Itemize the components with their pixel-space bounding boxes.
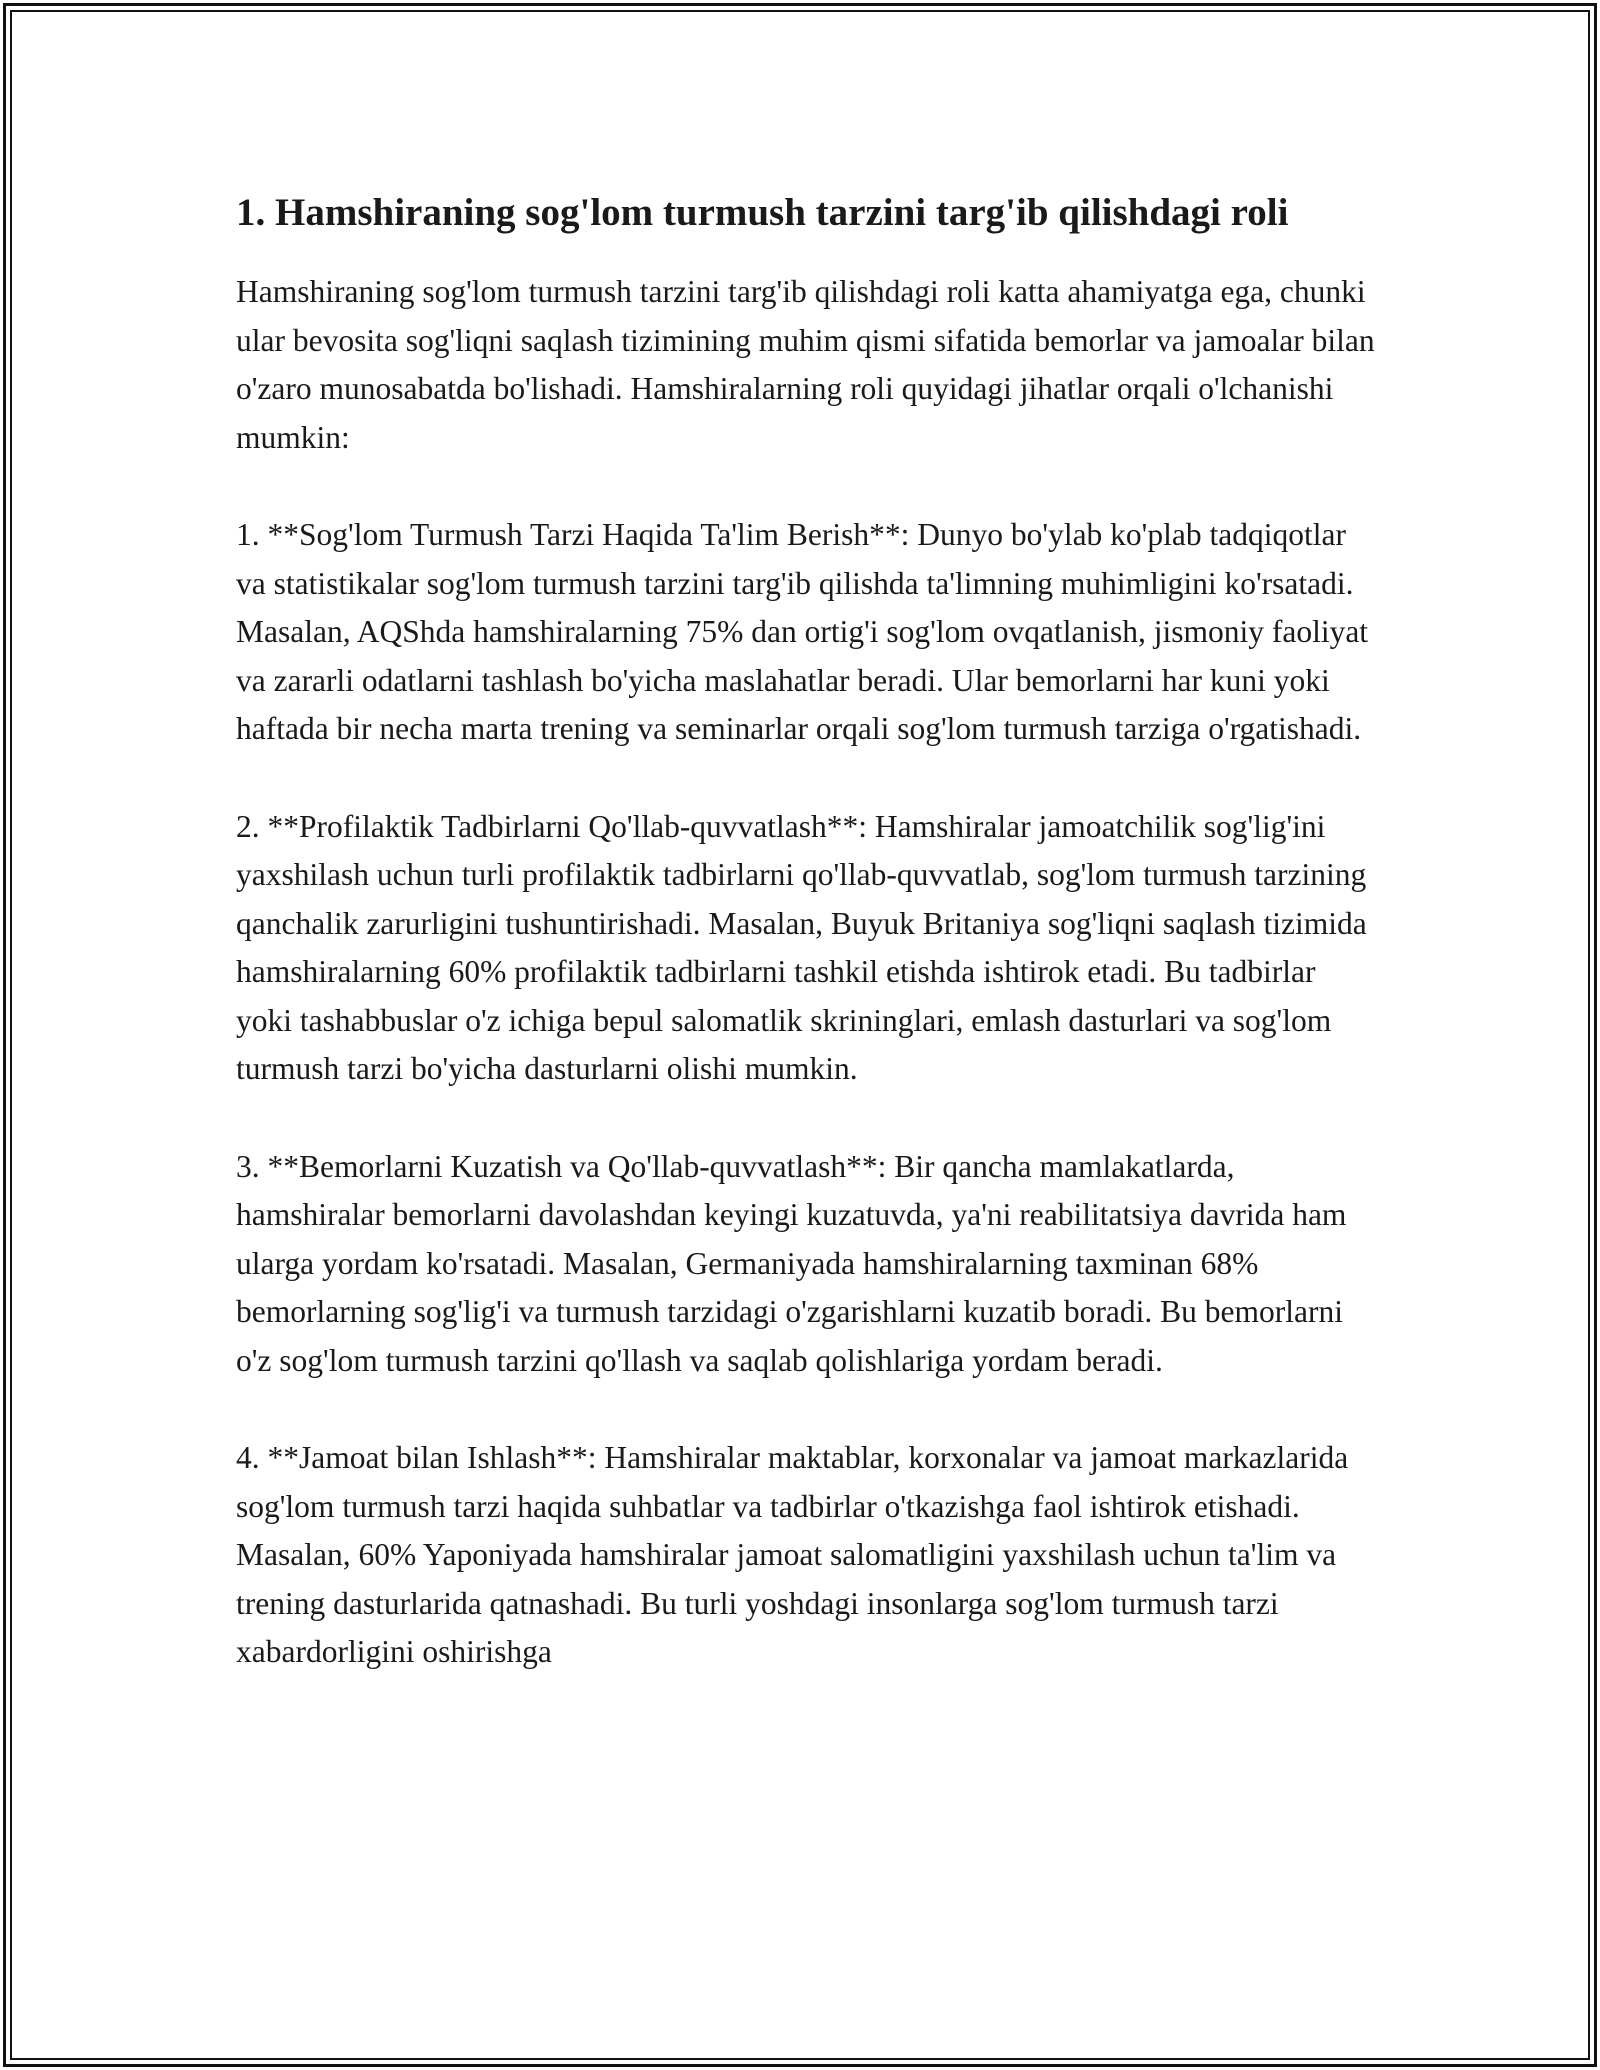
paragraph-education: 1. **Sog'lom Turmush Tarzi Haqida Ta'lim Berish**: Dunyo bo'ylab ko'plab tadqiqotlar va statistikalar sog'lom turmush tarzini targ'ib qilishda ta'limning muhimligini ko'rsatadi. Masalan, AQShda hamshiralarning 75% dan ortig'i sog'lom ovqatlanish, jismoniy faoliyat va zararli odatlarni tashlash bo'yicha maslahatlar beradi. Ular bemorlarni har kuni yoki haftada bir necha marta trening va seminarlar orqali sog'lom turmush tarziga o'rgatishadi. bbox=[236, 517, 1369, 746]
intro-paragraph: Hamshiraning sog'lom turmush tarzini targ'ib qilishdagi roli katta ahamiyatga ega, chunki ular bevosita sog'liqni saqlash tizimining muhim qismi sifatida bemorlar va jamoalar bilan o'zaro munosabatda bo'lishadi. Hamshiralarning roli quyidagi jihatlar orqali o'lchanishi mumkin: bbox=[236, 274, 1375, 455]
paragraph-patient-monitoring: 3. **Bemorlarni Kuzatish va Qo'llab-quvvatlash**: Bir qancha mamlakatlarda, hamshiralar bemorlarni davolashdan keyingi kuzatuvda, ya'ni reabilitatsiya davrida ham ularga yordam ko'rsatadi. Masalan, Germaniyada hamshiralarning taxminan 68% bemorlarning sog'lig'i va turmush tarzidagi o'zgarishlarni kuzatib boradi. Bu bemorlarni o'z sog'lom turmush tarzini qo'llash va saqlab qolishlariga yordam beradi. bbox=[236, 1148, 1347, 1378]
document-body bbox=[236, 186, 1376, 1726]
paragraph-prevention: 2. **Profilaktik Tadbirlarni Qo'llab-quvvatlash**: Hamshiralar jamoatchilik sog'lig'ini yaxshilash uchun turli profilaktik tadbirlarni qo'llab-quvvatlab, sog'lom turmush tarzining qanchalik zarurligini tushuntirishadi. Masalan, Buyuk Britaniya sog'liqni saqlash tizimida hamshiralarning 60% profilaktik tadbirlarni tashkil etishda ishtirok etadi. Bu tadbirlar yoki tashabbuslar o'z ichiga bepul salomatlik skrininglari, emlash dasturlari va sog'lom turmush tarzi bo'yicha dasturlarni olishi mumkin. bbox=[236, 808, 1367, 1086]
paragraph-community-work: 4. **Jamoat bilan Ishlash**: Hamshiralar maktablar, korxonalar va jamoat markazlarida sog'lom turmush tarzi haqida suhbatlar va tadbirlar o'tkazishga faol ishtirok etishadi. Masalan, 60% Yaponiyada hamshiralar jamoat salomatligini yaxshilash uchun ta'lim va trening dasturlarida qatnashadi. Bu turli yoshdagi insonlarga sog'lom turmush tarzi xabardorligini oshirishga bbox=[236, 1440, 1349, 1669]
document-title: 1. Hamshiraning sog'lom turmush tarzini targ'ib qilishdagi roli bbox=[236, 191, 1289, 234]
